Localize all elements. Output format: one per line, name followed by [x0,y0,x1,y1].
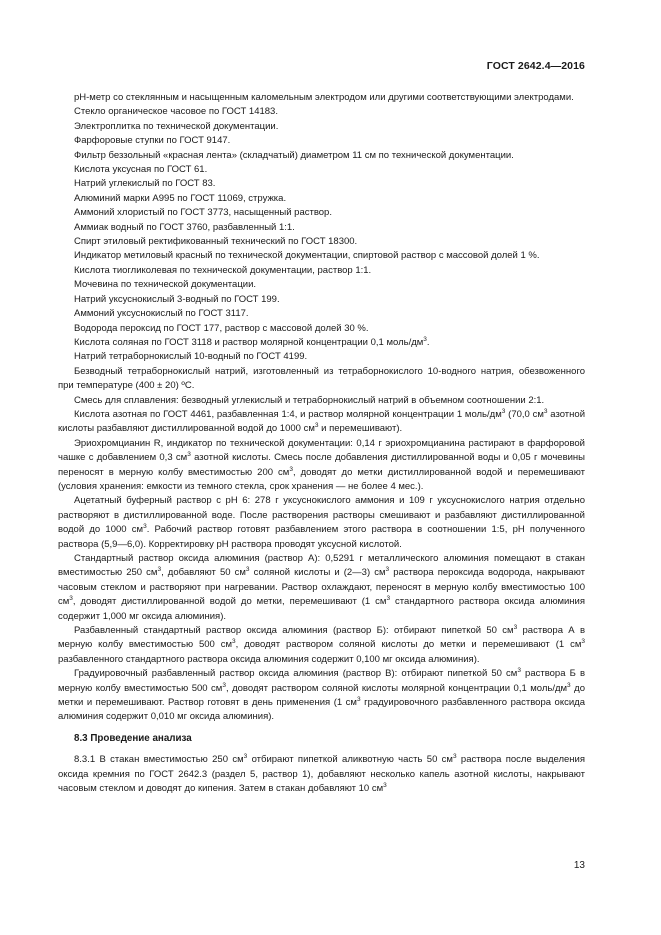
paragraph: Градуировочный разбавленный раствор оксида алюминия (раствор В): отбирают пипеткой 50 $см^3$ раствора Б в мерную колбу вместимостью 500 $см^3$, доводят раствором соляной кислоты молярной концентрации 0,1 моль/$дм^3$ до метки и перемешивают. Раствор готовят в день применения (1 $см^3$ градуировочного разбавленного раствора оксида алюминия содержит 0,010 мг оксида алюминия). [58,667,585,723]
paragraph: 8.3.1 В стакан вместимостью 250 $см^3$ отбирают пипеткой аликвотную часть 50 $см^3$ раствора после выделения оксида кремния по ГОСТ 2642.3 (раздел 5, раствор 1), добавляют несколько капель азотной кислоты, накрывают часовым стеклом и доводят до кипения. Затем в стакан добавляют 10 $см^3$ [58,753,585,795]
section-heading: 8.3 Проведение анализа [74,732,192,744]
paragraph: Индикатор метиловый красный по технической документации, спиртовой раствор с массовой долей 1 %. [74,250,540,262]
standard-header: ГОСТ 2642.4—2016 [486,60,585,72]
paragraph: Кислота соляная по ГОСТ 3118 и раствор молярной концентрации 0,1 моль/$дм^3$. [74,335,430,348]
paragraph: рН-метр со стеклянным и насыщенным каломельным электродом или другими соответствующими электродами. [74,92,574,103]
paragraph: Разбавленный стандартный раствор оксида алюминия (раствор Б): отбирают пипеткой 50 $см^3$ раствора А в мерную колбу вместимостью 500 $см^3$, доводят раствором соляной кислоты до метки и перемешивают (1 $см^3$ разбавленного стандартного раствора оксида алюминия содержит 0,100 мг оксида алюминия). [58,624,586,665]
paragraph: Стандартный раствор оксида алюминия (раствор А): 0,5291 г металлического алюминия помещают в стакан вместимостью 250 $см^3$, добавляют 50 $см^3$ соляной кислоты и (2—3) $см^3$ раствора пероксида водорода, накрывают часовым стеклом и растворяют при нагревании. Раствор охлаждают, переносят в мерную колбу вместимостью 100 $см^3$, доводят дистиллированной водой до метки, перемешивают (1 $см^3$ стандартного раствора оксида алюминия содержит 1,000 мг оксида алюминия). [58,553,585,622]
paragraph: Электроплитка по технической документации. [74,120,279,132]
paragraph: Фарфоровые ступки по ГОСТ 9147. [74,135,231,147]
paragraph: Аммиак водный по ГОСТ 3760, разбавленный 1:1. [74,221,295,233]
document-body [58,91,585,797]
paragraph: Фильтр беззольный «красная лента» (складчатый) диаметром 11 см по технической документации. [74,149,514,161]
paragraph: Натрий тетраборнокислый 10-водный по ГОСТ 4199. [74,351,308,363]
paragraph: Стекло органическое часовое по ГОСТ 14183. [74,106,278,118]
paragraph: Мочевина по технической документации. [74,279,257,291]
paragraph: Эриохромцианин R, индикатор по технической документации: 0,14 г эриохромцианина растирают в фарфоровой чашке с добавлением 0,3 $см^3$ азотной кислоты. Смесь после добавления дистиллированной воды и 0,05 г мочевины переносят в мерную колбу вместимостью 200 $см^3$, доводят до метки дистиллированной водой и перемешивают (условия хранения: емкости из темного стекла, срок хранения — не более 4 мес.). [58,437,586,492]
paragraph: Водорода пероксид по ГОСТ 177, раствор с массовой долей 30 %. [74,322,369,334]
paragraph: Натрий углекислый по ГОСТ 83. [74,178,216,190]
paragraph: Алюминий марки А995 по ГОСТ 11069, стружка. [74,192,287,204]
paragraph: Спирт этиловый ректификованный технический по ГОСТ 18300. [74,236,358,248]
paragraph: Кислота азотная по ГОСТ 4461, разбавленная 1:4, и раствор молярной концентрации 1 моль/$дм^3$ (70,0 $см^3$ азотной кислоты разбавляют дистиллированной водой до 1000 $см^3$ и перемешивают). [58,407,585,435]
paragraph: Кислота уксусная по ГОСТ 61. [74,164,208,176]
page-number: 13 [573,860,585,871]
paragraph: Натрий уксуснокислый 3-водный по ГОСТ 199. [74,293,280,305]
paragraph: Аммоний уксуснокислый по ГОСТ 3117. [74,308,249,320]
paragraph: Ацетатный буферный раствор с рН 6: 278 г уксуснокислого аммония и 109 г уксуснокислого натрия отдельно растворяют в дистиллированной воде. После растворения растворы смешивают и разбавляют дистиллированной водой до 1000 $см^3$. Рабочий раствор готовят разбавлением этого раствора в соотношении 1:5, рН полученного раствора (5,9—6,0). Корректировку рН раствора проводят уксусной кислотой. [58,495,585,550]
paragraph: Безводный тетраборнокислый натрий, изготовленный из тетраборнокислого 10-водного натрия, обезвоженного при температуре (400 ± 20) ºС. [58,365,585,392]
paragraph: Кислота тиогликолевая по технической документации, раствор 1:1. [74,264,372,276]
paragraph: Аммоний хлористый по ГОСТ 3773, насыщенный раствор. [74,207,332,219]
paragraph: Смесь для сплавления: безводный углекислый и тетраборнокислый натрий в объемном соотношении 2:1. [74,394,545,406]
